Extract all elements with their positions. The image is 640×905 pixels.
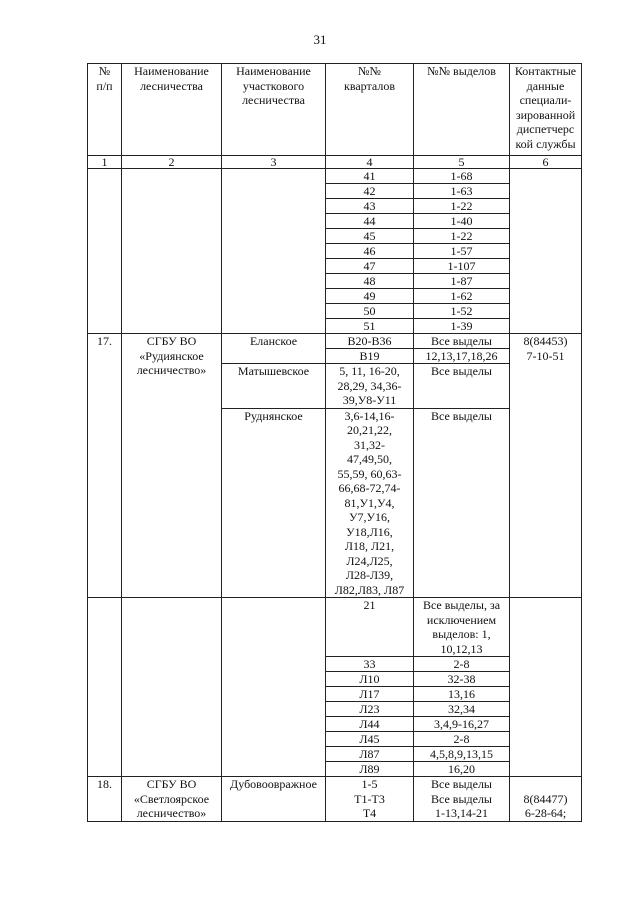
quarter-cell: 46 [326, 244, 414, 259]
sections-cell: 32-38 [414, 672, 510, 687]
quarter-cell: 47 [326, 259, 414, 274]
forestry-cell-empty [122, 169, 222, 334]
sections-cell: Все выделы [414, 408, 510, 598]
quarter-cell: 3,6-14,16- 20,21,22, 31,32- 47,49,50, 55,59, 60,63- 66,68-72,74- 81,У1,У4, У7,У16, У18,Л16, Л18, Л21, Л24,Л25, Л28-Л39, Л82,Л83, Л87 [326, 408, 414, 598]
header-cell-forestry: Наименование лесничества [122, 64, 222, 156]
num-cell-empty [88, 598, 122, 777]
sections-cell: 12,13,17,18,26 [414, 349, 510, 364]
subdistrict-name: Руднянское [222, 408, 326, 598]
quarter-cell: Л17 [326, 687, 414, 702]
sections-cell: 1-22 [414, 199, 510, 214]
quarter-cell: Л23 [326, 702, 414, 717]
sections-cell: 1-52 [414, 304, 510, 319]
quarter-cell: 51 [326, 319, 414, 334]
quarter-cell: В20-В36 [326, 334, 414, 349]
page-number: 31 [313, 32, 327, 47]
quarter-cell: Л89 [326, 762, 414, 777]
quarter-cell: 21 [326, 598, 414, 657]
sections-cell: 16,20 [414, 762, 510, 777]
subdistrict-cell-empty [222, 598, 326, 777]
sections-cell: 1-40 [414, 214, 510, 229]
header-cell-num: № п/п [88, 64, 122, 156]
sections-cell: Все выделы, за исключением выделов: 1, 10,12,13 [414, 598, 510, 657]
sections-cell: 32,34 [414, 702, 510, 717]
quarter-cell: 44 [326, 214, 414, 229]
contact-cell: 8(84453) 7-10-51 [510, 334, 582, 598]
sections-cell: 2-8 [414, 657, 510, 672]
table-row [88, 598, 582, 657]
column-number: 2 [122, 156, 222, 169]
subdistrict-name: Еланское [222, 334, 326, 364]
quarter-cell: 48 [326, 274, 414, 289]
sections-cell: 1-57 [414, 244, 510, 259]
quarter-cell: 5, 11, 16-20, 28,29, 34,36- 39,У8-У11 [326, 364, 414, 409]
column-number-row [88, 156, 582, 169]
sections-cell: 1-68 [414, 169, 510, 184]
contact-cell-empty [510, 169, 582, 334]
subdistrict-cell-empty [222, 169, 326, 334]
sections-cell: 1-87 [414, 274, 510, 289]
column-number: 4 [326, 156, 414, 169]
quarter-cell: Л44 [326, 717, 414, 732]
table-row [88, 169, 582, 184]
forestry-name: СГБУ ВО «Светлоярское лесничество» [122, 777, 222, 822]
quarter-cell: Л45 [326, 732, 414, 747]
sections-cell: 1-107 [414, 259, 510, 274]
num-cell-empty [88, 169, 122, 334]
subdistrict-name: Дубовоовражное [222, 777, 326, 822]
quarter-cell: 42 [326, 184, 414, 199]
header-cell-sections: №№ выделов [414, 64, 510, 156]
sections-cell: 3,4,9-16,27 [414, 717, 510, 732]
sections-cell: Все выделы [414, 364, 510, 409]
forestry-table [87, 63, 582, 822]
quarter-cell: 43 [326, 199, 414, 214]
sections-cell: 1-63 [414, 184, 510, 199]
sections-cell: Все выделы [414, 334, 510, 349]
column-number: 6 [510, 156, 582, 169]
quarter-cell: 1-5 Т1-Т3 Т4 [326, 777, 414, 822]
column-number: 3 [222, 156, 326, 169]
header-cell-quarters: №№ кварталов [326, 64, 414, 156]
quarter-cell: 45 [326, 229, 414, 244]
sections-cell: 1-62 [414, 289, 510, 304]
sections-cell: 1-39 [414, 319, 510, 334]
quarter-cell: 33 [326, 657, 414, 672]
table-row [88, 777, 582, 822]
sections-cell: 4,5,8,9,13,15 [414, 747, 510, 762]
sections-cell: Все выделы Все выделы 1-13,14-21 [414, 777, 510, 822]
column-number: 1 [88, 156, 122, 169]
header-cell-contacts: Контактные данные специали- зированной диспетчерс кой службы [510, 64, 582, 156]
forestry-cell-empty [122, 598, 222, 777]
quarter-cell: В19 [326, 349, 414, 364]
quarter-cell: 41 [326, 169, 414, 184]
header-cell-subdistrict: Наименование участкового лесничества [222, 64, 326, 156]
contact-cell: 8(84477) 6-28-64; [510, 777, 582, 822]
header-row [88, 64, 582, 156]
quarter-cell: Л87 [326, 747, 414, 762]
sections-cell: 2-8 [414, 732, 510, 747]
subdistrict-name: Матышевское [222, 364, 326, 409]
quarter-cell: Л10 [326, 672, 414, 687]
entry-number: 18. [88, 777, 122, 822]
quarter-cell: 50 [326, 304, 414, 319]
quarter-cell: 49 [326, 289, 414, 304]
forestry-name: СГБУ ВО «Рудиянское лесничество» [122, 334, 222, 598]
sections-cell: 13,16 [414, 687, 510, 702]
contact-cell-empty [510, 598, 582, 777]
sections-cell: 1-22 [414, 229, 510, 244]
column-number: 5 [414, 156, 510, 169]
entry-number: 17. [88, 334, 122, 598]
table-row [88, 334, 582, 349]
